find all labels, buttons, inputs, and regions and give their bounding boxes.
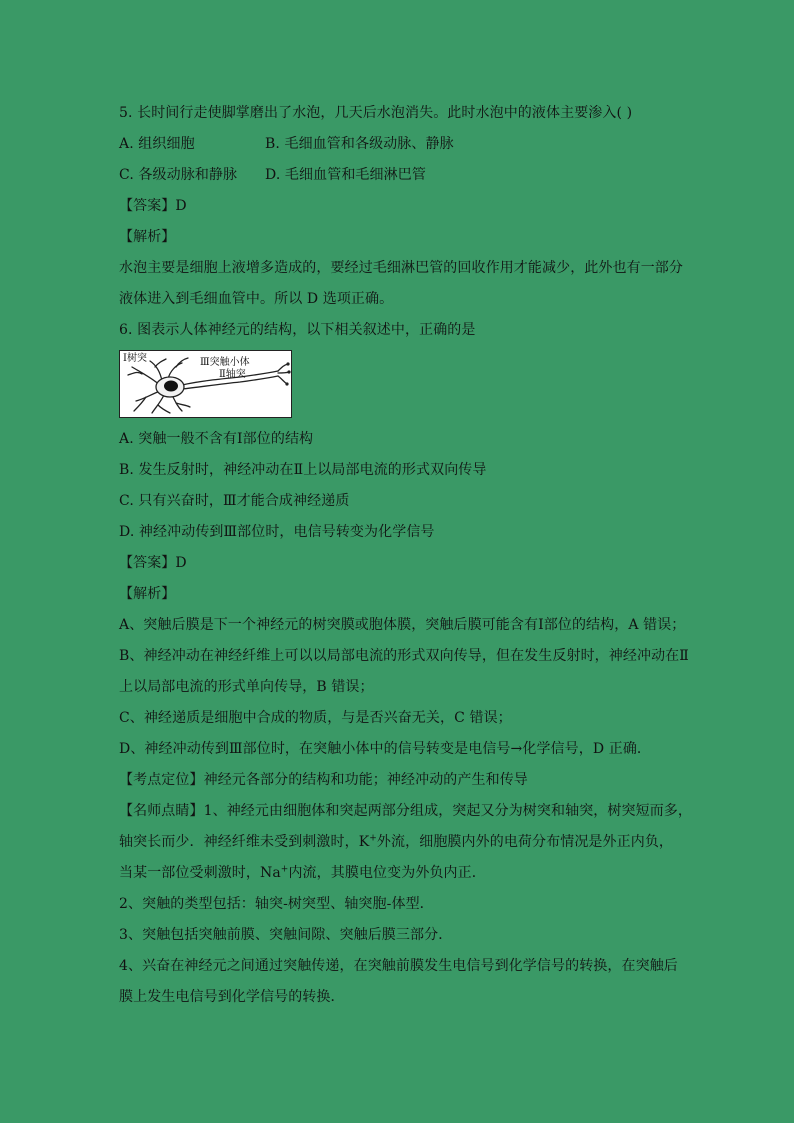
figure-label-dendrite: Ⅰ树突: [123, 353, 147, 364]
q6-analysis-line: B、神经冲动在神经纤维上可以以局部电流的形式双向传导，但在发生反射时，神经冲动在Ⅱ: [119, 648, 689, 664]
q6-analysis-line: 上以局部电流的形式单向传导，B 错误；: [119, 679, 374, 695]
superscript: +: [280, 864, 289, 875]
q6-kaodian: 【考点定位】神经元各部分的结构和功能；神经冲动的产生和传导: [119, 772, 528, 788]
q6-option-d: D. 神经冲动传到Ⅲ部位时，电信号转变为化学信号: [119, 524, 435, 540]
neuron-figure: [119, 350, 292, 418]
q6-analysis-line: D、神经冲动传到Ⅲ部位时，在突触小体中的信号转变是电信号→化学信号，D 正确．: [119, 741, 652, 757]
text-run: 当某一部位受刺激时，Na: [119, 865, 281, 881]
figure-label-synapse: Ⅲ突触小体: [200, 357, 250, 368]
q6-option-b: B. 发生反射时，神经冲动在Ⅱ上以局部电流的形式双向传导: [119, 462, 487, 478]
q6-answer: 【答案】D: [119, 555, 187, 571]
q6-stem: 6. 图表示人体神经元的结构，以下相关叙述中，正确的是: [119, 322, 476, 338]
q6-mingshi-line: [119, 827, 679, 858]
document-page: [119, 98, 693, 1013]
text-run: 内流，其膜电位变为外负内正．: [288, 865, 486, 881]
q6-point-4: 4、兴奋在神经元之间通过突触传递，在突触前膜发生电信号到化学信号的转换，在突触后: [119, 958, 678, 974]
text-run: 外流，细胞膜内外的电荷分布情况是外正内负，: [376, 834, 674, 850]
q5-stem: 5. 长时间行走使脚掌磨出了水泡，几天后水泡消失。此时水泡中的液体主要渗入( ): [119, 105, 633, 121]
superscript: +: [369, 833, 377, 844]
q5-analysis-heading: 【解析】: [119, 229, 176, 245]
q6-mingshi-line: 【名师点睛】1、神经元由细胞体和突起两部分组成，突起又分为树突和轴突，树突短而多，: [119, 803, 693, 819]
q5-option-c: C. 各级动脉和静脉: [119, 167, 238, 183]
q6-analysis-line: A、突触后膜是下一个神经元的树突膜或胞体膜，突触后膜可能含有Ⅰ部位的结构，A 错误；: [119, 617, 686, 633]
text-run: 轴突长而少．神经纤维未受到刺激时，K: [119, 834, 370, 850]
q5-option-b: B. 毛细血管和各级动脉、静脉: [265, 136, 454, 152]
figure-label-axon: Ⅱ轴突: [219, 369, 246, 380]
q5-answer: 【答案】D: [119, 198, 187, 214]
q5-options-row-1: [119, 129, 679, 160]
q5-option-a: A. 组织细胞: [119, 136, 195, 152]
q5-option-d: D. 毛细血管和毛细淋巴管: [265, 167, 426, 183]
q5-options-row-2: [119, 160, 679, 191]
q6-point-2: 2、突触的类型包括：轴突-树突型、轴突胞-体型．: [119, 896, 434, 912]
q6-analysis-heading: 【解析】: [119, 586, 176, 602]
q6-point-4-cont: 膜上发生电信号到化学信号的转换．: [119, 989, 345, 1005]
q6-mingshi-line: [119, 858, 679, 889]
q6-option-a: A. 突触一般不含有Ⅰ部位的结构: [119, 431, 314, 447]
q6-analysis-line: C、神经递质是细胞中合成的物质，与是否兴奋无关，C 错误；: [119, 710, 512, 726]
q5-analysis-line: 水泡主要是细胞上液增多造成的，要经过毛细淋巴管的回收作用才能减少，此外也有一部分: [119, 260, 683, 276]
q6-option-c: C. 只有兴奋时，Ⅲ才能合成神经递质: [119, 493, 350, 509]
q5-analysis-line: 液体进入到毛细血管中。所以 D 选项正确。: [119, 291, 394, 307]
q6-point-3: 3、突触包括突触前膜、突触间隙、突触后膜三部分．: [119, 927, 453, 943]
